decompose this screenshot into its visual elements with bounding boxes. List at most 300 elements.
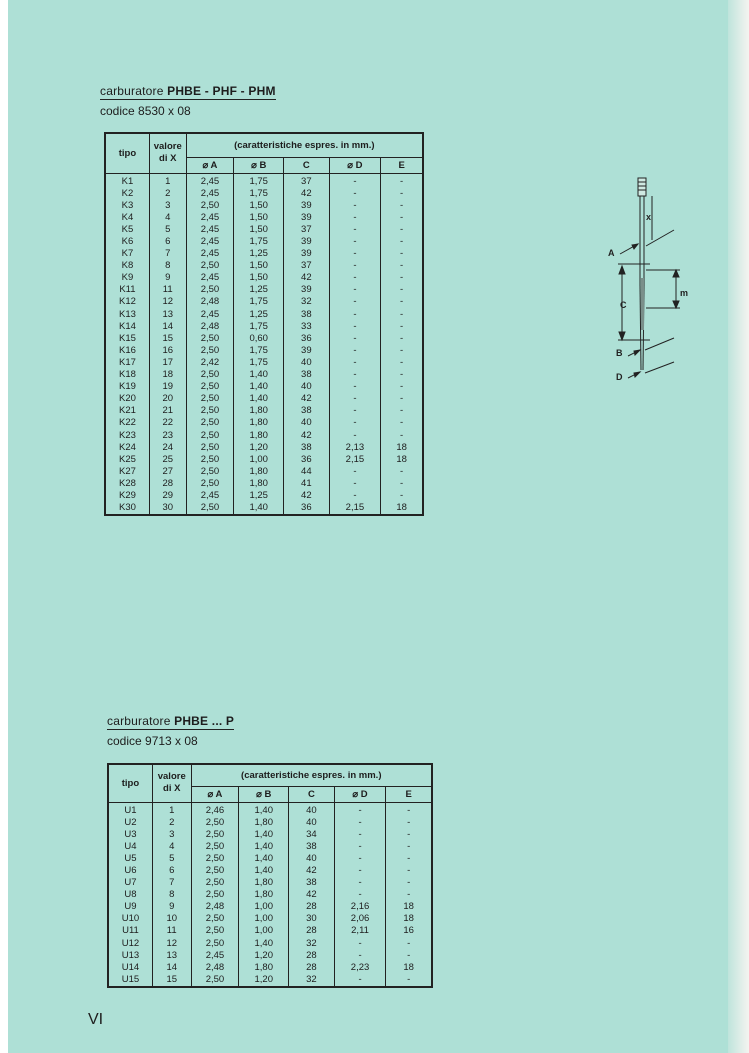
cell-e: -: [381, 188, 423, 200]
cell-e: -: [381, 369, 423, 381]
cell-tipo: U14: [108, 962, 152, 974]
cell-a: 2,45: [186, 248, 234, 260]
section-2-title-model: PHBE ... P: [174, 714, 235, 728]
cell-a: 2,50: [191, 853, 239, 865]
cell-tipo: K22: [105, 417, 149, 429]
cell-b: 1,80: [234, 405, 284, 417]
cell-a: 2,50: [186, 284, 234, 296]
cell-b: 1,25: [234, 309, 284, 321]
cell-tipo: U8: [108, 889, 152, 901]
cell-a: 2,45: [186, 490, 234, 502]
section-1-title-model: PHBE - PHF - PHM: [167, 84, 276, 98]
section-1-table-body: [105, 173, 423, 515]
cell-valore: 3: [149, 200, 186, 212]
cell-c: 38: [284, 405, 330, 417]
cell-tipo: K28: [105, 478, 149, 490]
cell-e: -: [386, 889, 432, 901]
cell-c: 42: [284, 429, 330, 441]
cell-b: 1,80: [234, 429, 284, 441]
cell-d: -: [329, 345, 381, 357]
cell-d: -: [334, 865, 386, 877]
cell-d: -: [329, 369, 381, 381]
cell-valore: 30: [149, 502, 186, 515]
cell-tipo: K6: [105, 236, 149, 248]
page-number: VI: [88, 1011, 104, 1028]
cell-c: 40: [284, 417, 330, 429]
section-2-title: [107, 714, 234, 728]
cell-b: 1,40: [239, 829, 289, 841]
cell-e: -: [381, 405, 423, 417]
table-row: [108, 925, 432, 937]
cell-a: 2,50: [191, 817, 239, 829]
cell-b: 1,40: [239, 938, 289, 950]
header-b: ⌀ B: [234, 157, 284, 173]
cell-c: 32: [289, 974, 335, 987]
table-row: [108, 841, 432, 853]
cell-e: 18: [386, 913, 432, 925]
header-e: E: [381, 157, 423, 173]
table-row: [105, 369, 423, 381]
table-row: [105, 466, 423, 478]
cell-tipo: K5: [105, 224, 149, 236]
table-row: [105, 236, 423, 248]
cell-tipo: K2: [105, 188, 149, 200]
cell-valore: 10: [152, 913, 191, 925]
cell-b: 1,25: [234, 490, 284, 502]
cell-valore: 22: [149, 417, 186, 429]
cell-e: -: [386, 841, 432, 853]
cell-d: 2,23: [334, 962, 386, 974]
cell-d: -: [329, 200, 381, 212]
table-row: [108, 877, 432, 889]
cell-tipo: U4: [108, 841, 152, 853]
cell-tipo: U7: [108, 877, 152, 889]
cell-c: 39: [284, 345, 330, 357]
cell-valore: 9: [152, 901, 191, 913]
cell-a: 2,50: [186, 442, 234, 454]
cell-d: -: [329, 417, 381, 429]
cell-b: 1,25: [234, 248, 284, 260]
cell-b: 1,80: [239, 962, 289, 974]
cell-b: 1,20: [239, 950, 289, 962]
cell-e: 18: [386, 901, 432, 913]
cell-tipo: K12: [105, 296, 149, 308]
cell-e: 16: [386, 925, 432, 937]
cell-tipo: K29: [105, 490, 149, 502]
cell-a: 2,45: [191, 950, 239, 962]
cell-a: 2,50: [186, 200, 234, 212]
cell-a: 2,50: [191, 889, 239, 901]
cell-valore: 20: [149, 393, 186, 405]
diagram-label-m: m: [680, 288, 689, 298]
cell-valore: 3: [152, 829, 191, 841]
cell-valore: 2: [149, 188, 186, 200]
cell-d: -: [334, 802, 386, 817]
section-1-table: [104, 132, 424, 516]
cell-valore: 11: [152, 925, 191, 937]
cell-c: 40: [284, 357, 330, 369]
header-e: E: [386, 786, 432, 802]
cell-valore: 24: [149, 442, 186, 454]
cell-a: 2,50: [186, 393, 234, 405]
cell-b: 1,75: [234, 296, 284, 308]
cell-d: -: [329, 321, 381, 333]
cell-valore: 25: [149, 454, 186, 466]
table-row: [108, 913, 432, 925]
cell-c: 38: [284, 369, 330, 381]
table-row: [105, 405, 423, 417]
cell-valore: 1: [149, 173, 186, 188]
cell-d: -: [329, 248, 381, 260]
cell-d: -: [334, 817, 386, 829]
cell-tipo: U5: [108, 853, 152, 865]
cell-valore: 6: [152, 865, 191, 877]
cell-b: 1,50: [234, 272, 284, 284]
table-row: [105, 490, 423, 502]
cell-c: 32: [289, 938, 335, 950]
header-group: (caratteristiche espres. in mm.): [186, 133, 423, 157]
cell-b: 0,60: [234, 333, 284, 345]
header-tipo: tipo: [108, 764, 152, 802]
cell-b: 1,75: [234, 173, 284, 188]
cell-valore: 13: [152, 950, 191, 962]
cell-a: 2,45: [186, 272, 234, 284]
table-row: [105, 200, 423, 212]
cell-e: -: [386, 829, 432, 841]
cell-valore: 29: [149, 490, 186, 502]
table-row: [105, 502, 423, 515]
cell-tipo: U12: [108, 938, 152, 950]
cell-tipo: K17: [105, 357, 149, 369]
cell-a: 2,50: [186, 345, 234, 357]
cell-e: -: [386, 802, 432, 817]
cell-valore: 8: [152, 889, 191, 901]
cell-valore: 19: [149, 381, 186, 393]
cell-c: 39: [284, 200, 330, 212]
cell-valore: 4: [152, 841, 191, 853]
section-2-table-body: [108, 802, 432, 987]
cell-a: 2,45: [186, 236, 234, 248]
cell-a: 2,50: [186, 333, 234, 345]
cell-e: -: [381, 309, 423, 321]
cell-a: 2,45: [186, 212, 234, 224]
cell-b: 1,00: [234, 454, 284, 466]
cell-c: 39: [284, 248, 330, 260]
cell-a: 2,46: [191, 802, 239, 817]
cell-valore: 15: [149, 333, 186, 345]
cell-e: -: [381, 260, 423, 272]
cell-c: 32: [284, 296, 330, 308]
table-row: [108, 962, 432, 974]
cell-b: 1,40: [239, 853, 289, 865]
diagram-label-b: B: [616, 348, 623, 358]
cell-b: 1,00: [239, 913, 289, 925]
cell-a: 2,50: [186, 417, 234, 429]
cell-e: 18: [381, 442, 423, 454]
cell-a: 2,50: [186, 381, 234, 393]
cell-e: -: [381, 357, 423, 369]
cell-d: -: [329, 478, 381, 490]
table-row: [105, 188, 423, 200]
table-row: [105, 333, 423, 345]
cell-e: -: [386, 950, 432, 962]
cell-c: 41: [284, 478, 330, 490]
cell-tipo: K19: [105, 381, 149, 393]
cell-tipo: K14: [105, 321, 149, 333]
cell-valore: 16: [149, 345, 186, 357]
page-edge-shadow: [728, 0, 749, 1053]
cell-tipo: K8: [105, 260, 149, 272]
cell-e: -: [386, 974, 432, 987]
cell-tipo: K20: [105, 393, 149, 405]
cell-c: 38: [289, 877, 335, 889]
cell-e: -: [381, 381, 423, 393]
cell-a: 2,50: [191, 913, 239, 925]
cell-e: -: [381, 248, 423, 260]
needle-diagram: [600, 170, 710, 395]
cell-a: 2,50: [191, 865, 239, 877]
table-row: [105, 284, 423, 296]
cell-b: 1,50: [234, 260, 284, 272]
cell-tipo: K9: [105, 272, 149, 284]
table-row: [108, 974, 432, 987]
cell-d: -: [334, 938, 386, 950]
table-row: [105, 248, 423, 260]
cell-e: -: [381, 429, 423, 441]
cell-b: 1,50: [234, 212, 284, 224]
cell-d: 2,16: [334, 901, 386, 913]
cell-e: -: [381, 236, 423, 248]
cell-b: 1,40: [234, 502, 284, 515]
cell-valore: 4: [149, 212, 186, 224]
cell-d: -: [334, 829, 386, 841]
cell-valore: 15: [152, 974, 191, 987]
cell-valore: 28: [149, 478, 186, 490]
cell-valore: 23: [149, 429, 186, 441]
cell-tipo: K25: [105, 454, 149, 466]
table-row: [105, 454, 423, 466]
header-valore: valore di X: [149, 133, 186, 173]
header-b: ⌀ B: [239, 786, 289, 802]
cell-d: 2,06: [334, 913, 386, 925]
cell-a: 2,50: [186, 405, 234, 417]
cell-d: -: [334, 841, 386, 853]
cell-tipo: K1: [105, 173, 149, 188]
cell-e: -: [381, 173, 423, 188]
cell-e: -: [381, 345, 423, 357]
cell-tipo: K23: [105, 429, 149, 441]
cell-a: 2,50: [191, 877, 239, 889]
table-row: [108, 817, 432, 829]
cell-e: -: [381, 490, 423, 502]
cell-valore: 11: [149, 284, 186, 296]
cell-e: -: [381, 224, 423, 236]
cell-b: 1,75: [234, 321, 284, 333]
cell-valore: 14: [152, 962, 191, 974]
cell-e: -: [386, 865, 432, 877]
cell-c: 40: [289, 853, 335, 865]
cell-d: 2,11: [334, 925, 386, 937]
cell-b: 1,00: [239, 925, 289, 937]
cell-d: -: [329, 405, 381, 417]
table-row: [105, 173, 423, 188]
section-1-title-prefix: carburatore: [100, 84, 168, 98]
section-2-codice: codice 9713 x 08: [107, 734, 198, 748]
cell-d: -: [334, 950, 386, 962]
cell-d: -: [329, 224, 381, 236]
cell-d: -: [329, 212, 381, 224]
cell-c: 39: [284, 284, 330, 296]
cell-a: 2,42: [186, 357, 234, 369]
table-row: [105, 321, 423, 333]
cell-c: 38: [284, 442, 330, 454]
cell-valore: 7: [152, 877, 191, 889]
cell-a: 2,50: [186, 466, 234, 478]
cell-b: 1,75: [234, 188, 284, 200]
table-row: [108, 889, 432, 901]
cell-a: 2,50: [191, 974, 239, 987]
cell-valore: 1: [152, 802, 191, 817]
cell-b: 1,40: [234, 393, 284, 405]
cell-c: 42: [284, 272, 330, 284]
cell-a: 2,45: [186, 173, 234, 188]
cell-d: -: [329, 296, 381, 308]
cell-a: 2,50: [186, 429, 234, 441]
cell-a: 2,50: [186, 502, 234, 515]
table-row: [105, 296, 423, 308]
needle-head: [638, 178, 646, 196]
diagram-label-x: x: [646, 212, 652, 222]
table-row: [105, 212, 423, 224]
header-c: C: [289, 786, 335, 802]
cell-e: -: [381, 478, 423, 490]
cell-b: 1,80: [239, 877, 289, 889]
cell-d: -: [334, 877, 386, 889]
table-row: [105, 478, 423, 490]
cell-b: 1,20: [234, 442, 284, 454]
cell-b: 1,50: [234, 200, 284, 212]
section-1-codice: codice 8530 x 08: [100, 104, 191, 118]
cell-valore: 17: [149, 357, 186, 369]
cell-a: 2,50: [186, 369, 234, 381]
table-row: [108, 853, 432, 865]
cell-c: 44: [284, 466, 330, 478]
cell-d: -: [329, 381, 381, 393]
header-c: C: [284, 157, 330, 173]
cell-c: 37: [284, 260, 330, 272]
cell-c: 37: [284, 224, 330, 236]
cell-tipo: K7: [105, 248, 149, 260]
cell-valore: 7: [149, 248, 186, 260]
cell-tipo: K16: [105, 345, 149, 357]
cell-e: -: [381, 417, 423, 429]
cell-d: -: [329, 309, 381, 321]
cell-c: 33: [284, 321, 330, 333]
table-row: [105, 224, 423, 236]
cell-c: 39: [284, 212, 330, 224]
cell-a: 2,50: [186, 260, 234, 272]
cell-tipo: U3: [108, 829, 152, 841]
cell-tipo: U6: [108, 865, 152, 877]
cell-d: -: [334, 853, 386, 865]
cell-valore: 12: [152, 938, 191, 950]
section-2-title-prefix: carburatore: [107, 714, 175, 728]
cell-d: -: [329, 260, 381, 272]
cell-valore: 2: [152, 817, 191, 829]
cell-tipo: K3: [105, 200, 149, 212]
cell-e: -: [381, 296, 423, 308]
cell-c: 42: [289, 889, 335, 901]
table-row: [105, 345, 423, 357]
cell-e: -: [381, 393, 423, 405]
cell-valore: 21: [149, 405, 186, 417]
cell-tipo: U1: [108, 802, 152, 817]
cell-e: -: [381, 284, 423, 296]
cell-a: 2,50: [191, 829, 239, 841]
table-row: [108, 802, 432, 817]
cell-c: 36: [284, 454, 330, 466]
cell-d: -: [329, 333, 381, 345]
cell-d: -: [329, 236, 381, 248]
diagram-label-c: C: [620, 300, 627, 310]
table-row: [108, 901, 432, 913]
cell-b: 1,80: [239, 889, 289, 901]
header-a: ⌀ A: [186, 157, 234, 173]
table-row: [105, 429, 423, 441]
cell-c: 36: [284, 333, 330, 345]
cell-tipo: K4: [105, 212, 149, 224]
diagram-label-a: A: [608, 248, 615, 258]
cell-a: 2,45: [186, 188, 234, 200]
cell-e: -: [386, 877, 432, 889]
cell-b: 1,40: [234, 369, 284, 381]
cell-e: -: [381, 321, 423, 333]
table-row: [105, 442, 423, 454]
cell-a: 2,48: [186, 296, 234, 308]
cell-d: -: [329, 173, 381, 188]
cell-d: -: [329, 466, 381, 478]
cell-tipo: K21: [105, 405, 149, 417]
cell-a: 2,48: [191, 962, 239, 974]
cell-b: 1,25: [234, 284, 284, 296]
cell-c: 40: [284, 381, 330, 393]
cell-tipo: U9: [108, 901, 152, 913]
cell-b: 1,50: [234, 224, 284, 236]
section-1-title: [100, 84, 276, 98]
cell-b: 1,40: [234, 381, 284, 393]
cell-valore: 6: [149, 236, 186, 248]
cell-d: 2,15: [329, 502, 381, 515]
table-row: [105, 417, 423, 429]
cell-valore: 9: [149, 272, 186, 284]
cell-valore: 27: [149, 466, 186, 478]
cell-e: -: [386, 938, 432, 950]
table-row: [105, 309, 423, 321]
cell-tipo: U15: [108, 974, 152, 987]
cell-c: 38: [284, 309, 330, 321]
cell-d: -: [334, 889, 386, 901]
table-row: [108, 829, 432, 841]
cell-c: 28: [289, 950, 335, 962]
cell-d: 2,15: [329, 454, 381, 466]
cell-valore: 18: [149, 369, 186, 381]
cell-tipo: K13: [105, 309, 149, 321]
cell-d: -: [329, 188, 381, 200]
cell-d: -: [329, 429, 381, 441]
cell-c: 36: [284, 502, 330, 515]
cell-c: 39: [284, 236, 330, 248]
cell-c: 37: [284, 173, 330, 188]
